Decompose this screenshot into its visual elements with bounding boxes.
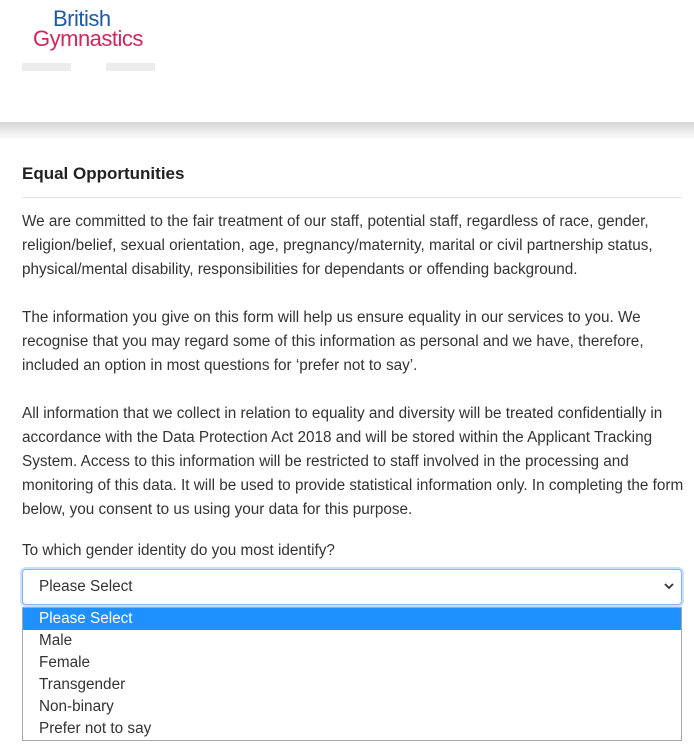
section-divider bbox=[22, 197, 682, 198]
option-transgender[interactable]: Transgender bbox=[39, 676, 126, 693]
intro-paragraph-1: We are committed to the fair treatment of our staff, potential staff, regardless of race, gender, religion/belief, sexual orientation, age, pregnancy/maternity, marital or civil partnership status, physical/mental disability, responsibilities for dependants or offending background. bbox=[22, 213, 653, 278]
nav-placeholder-2[interactable] bbox=[106, 63, 155, 71]
option-non-binary[interactable]: Non-binary bbox=[39, 698, 114, 715]
nav-placeholder-1[interactable] bbox=[22, 63, 71, 71]
option-male[interactable]: Male bbox=[39, 632, 73, 649]
option-prefer-not-to-say[interactable]: Prefer not to say bbox=[39, 720, 152, 737]
gender-select[interactable] bbox=[22, 569, 682, 605]
gender-dropdown-list bbox=[22, 607, 682, 741]
gender-question-label: To which gender identity do you most identify? bbox=[22, 542, 335, 559]
logo-line-2: Gymnastics bbox=[33, 26, 143, 51]
british-gymnastics-logo[interactable] bbox=[33, 6, 163, 54]
site-header bbox=[0, 0, 694, 122]
header-shadow bbox=[0, 122, 694, 140]
section-title: Equal Opportunities bbox=[22, 164, 185, 183]
option-please-select[interactable]: Please Select bbox=[23, 608, 681, 630]
logo-line-1: British bbox=[53, 6, 111, 31]
intro-paragraph-2: The information you give on this form will help us ensure equality in our services to you. We recognise that you may regard some of this information as personal and we have, therefore, included an option in most questions for ‘prefer not to say’. bbox=[22, 309, 644, 374]
option-female[interactable]: Female bbox=[39, 654, 91, 671]
gender-select-value: Please Select bbox=[39, 578, 133, 595]
intro-paragraph-3: All information that we collect in relation to equality and diversity will be treated confidentially in accordance with the Data Protection Act 2018 and will be stored within the Applicant Tracking System. Access to this information will be restricted to staff involved in the processing and monitoring of this data. It will be used to provide statistical information only. In completing the form below, you consent to us using your data for this purpose. bbox=[22, 405, 684, 518]
